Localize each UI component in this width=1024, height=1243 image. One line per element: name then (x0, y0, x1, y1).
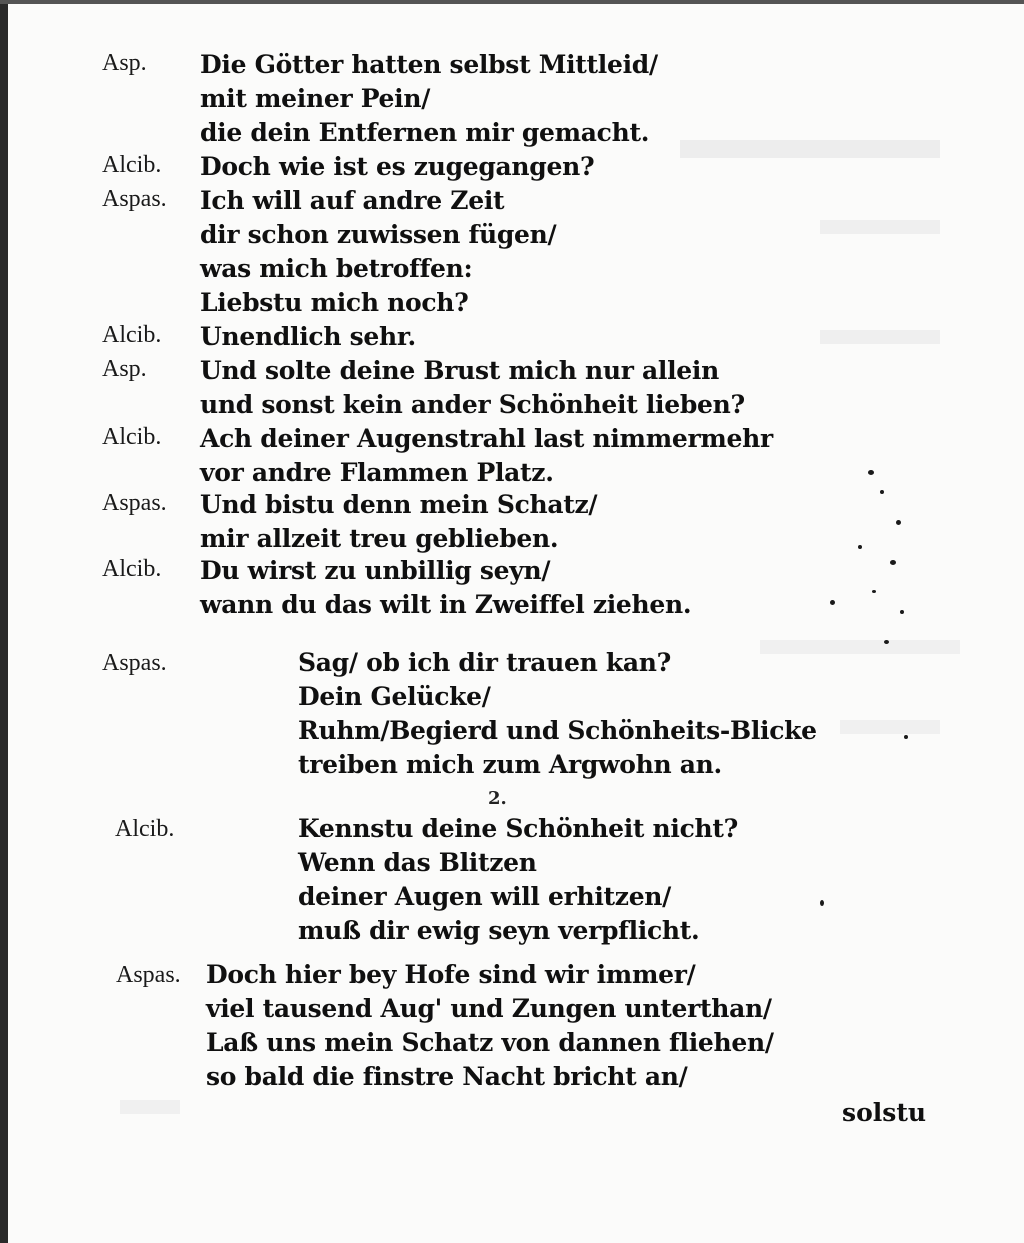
verse-line: viel tausend Aug' und Zungen unterthan/ (206, 994, 772, 1023)
speaker-label: Aspas. (102, 490, 167, 516)
catchword: solstu (842, 1098, 927, 1127)
verse-line: Doch wie ist es zugegangen? (200, 152, 595, 181)
verse-line: Wenn das Blitzen (298, 848, 537, 877)
verse-line: dir schon zuwissen fügen/ (200, 220, 557, 249)
verse-line: Und solte deine Brust mich nur allein (200, 356, 719, 385)
verse-line: Die Götter hatten selbst Mittleid/ (200, 50, 658, 79)
verse-line: wann du das wilt in Zweiffel ziehen. (200, 590, 692, 619)
verse-line: Laß uns mein Schatz von dannen fliehen/ (206, 1028, 774, 1057)
speaker-label: Asp. (102, 356, 147, 382)
verse-line: muß dir ewig seyn verpflicht. (298, 916, 700, 945)
scan-edge-top (0, 0, 1024, 4)
speaker-label: Alcib. (102, 322, 162, 348)
verse-line: Unendlich sehr. (200, 322, 416, 351)
verse-line: treiben mich zum Argwohn an. (298, 750, 722, 779)
scan-edge-left (0, 0, 8, 1243)
verse-line: und sonst kein ander Schönheit lieben? (200, 390, 745, 419)
verse-line: mit meiner Pein/ (200, 84, 431, 113)
speaker-label: Alcib. (102, 152, 162, 178)
verse-line: Ach deiner Augenstrahl last nimmermehr (200, 424, 773, 453)
verse-line: so bald die finstre Nacht bricht an/ (206, 1062, 688, 1091)
verse-line: Und bistu denn mein Schatz/ (200, 490, 598, 519)
verse-line: deiner Augen will erhitzen/ (298, 882, 672, 911)
verse-line: Ich will auf andre Zeit (200, 186, 505, 215)
verse-line: Ruhm/Begierd und Schönheits-Blicke (298, 716, 817, 745)
speaker-label: Alcib. (115, 816, 175, 842)
speaker-label: Asp. (102, 50, 147, 76)
verse-line: mir allzeit treu geblieben. (200, 524, 559, 553)
verse-line: Doch hier bey Hofe sind wir immer/ (206, 960, 696, 989)
verse-line: vor andre Flammen Platz. (200, 458, 554, 487)
speaker-label: Alcib. (102, 424, 162, 450)
verse-line: was mich betroffen: (200, 254, 473, 283)
speaker-label: Aspas. (116, 962, 181, 988)
verse-number: 2. (488, 788, 507, 809)
verse-line: Sag/ ob ich dir trauen kan? (298, 648, 672, 677)
verse-line: Du wirst zu unbillig seyn/ (200, 556, 551, 585)
verse-line: Liebstu mich noch? (200, 288, 469, 317)
verse-line: Dein Gelücke/ (298, 682, 491, 711)
speaker-label: Alcib. (102, 556, 162, 582)
verse-line: Kennstu deine Schönheit nicht? (298, 814, 739, 843)
speaker-label: Aspas. (102, 650, 167, 676)
verse-line: die dein Entfernen mir gemacht. (200, 118, 650, 147)
speaker-label: Aspas. (102, 186, 167, 212)
